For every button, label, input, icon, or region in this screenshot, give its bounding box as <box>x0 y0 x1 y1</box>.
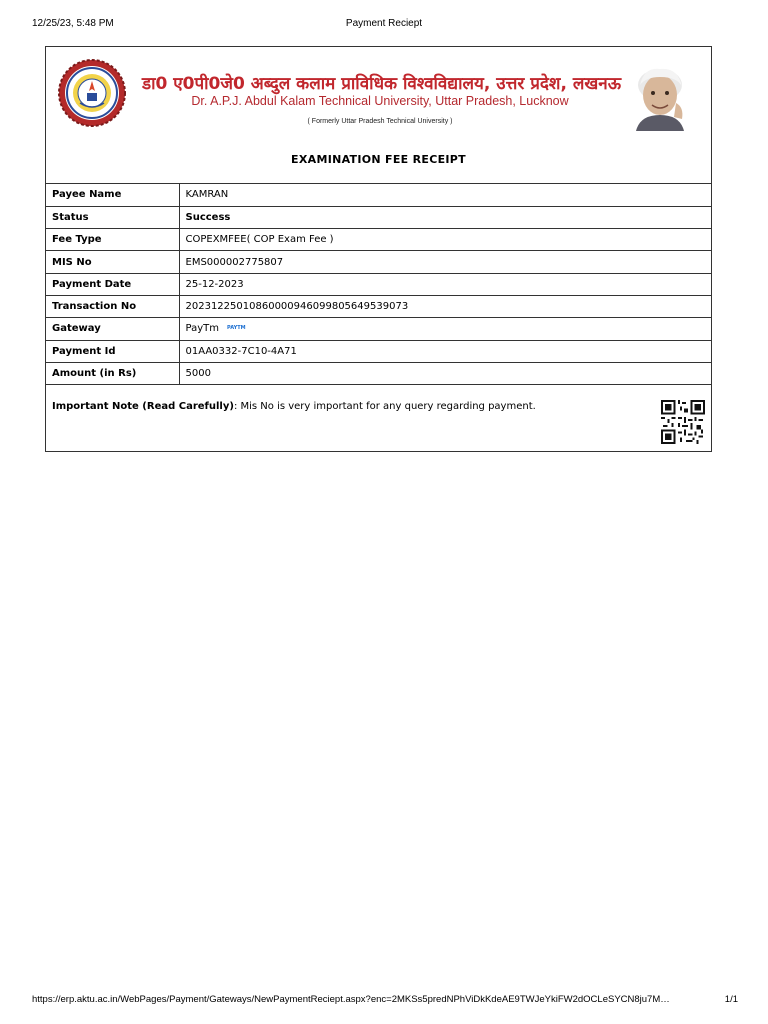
row-value: 20231225010860000946099805649539073 <box>179 295 711 317</box>
note-text: : Mis No is very important for any query regarding payment. <box>233 401 536 412</box>
table-row <box>46 229 711 251</box>
table-row <box>46 184 711 206</box>
row-label: Transaction No <box>46 295 179 317</box>
row-label: Payment Date <box>46 273 179 295</box>
row-value: 25-12-2023 <box>179 273 711 295</box>
receipt-title: EXAMINATION FEE RECEIPT <box>291 153 466 166</box>
table-row <box>46 273 711 295</box>
page-url: https://erp.aktu.ac.in/WebPages/Payment/Gateways/NewPaymentReciept.aspx?enc=2MKSs5predNPhViDkKdeAE9TWJeYkiFW2dOCLeSYCN8ju7M… <box>32 994 670 1005</box>
table-row <box>46 251 711 273</box>
status-value: Success <box>179 206 711 228</box>
receipt-details-table <box>46 184 711 385</box>
row-label: Payment Id <box>46 340 179 362</box>
row-value: EMS000002775807 <box>179 251 711 273</box>
print-title: Payment Reciept <box>345 18 423 29</box>
row-value: COPEXMFEE( COP Exam Fee ) <box>179 229 711 251</box>
university-name-hindi: डा0 ए0पी0जे0 अब्दुल कलाम प्राविधिक विश्वविद्यालय, उत्तर प्रदेश, लखनऊ <box>142 74 622 94</box>
row-label: Payee Name <box>46 184 179 206</box>
note-heading: Important Note (Read Carefully) <box>52 401 234 412</box>
table-row <box>46 206 711 228</box>
table-row <box>46 340 711 362</box>
print-footer <box>0 994 768 1008</box>
row-label: MIS No <box>46 251 179 273</box>
qr-code-icon <box>661 400 705 444</box>
gateway-cell <box>179 318 711 340</box>
row-value: 5000 <box>179 362 711 384</box>
row-label: Fee Type <box>46 229 179 251</box>
apj-abdul-kalam-portrait <box>624 59 696 131</box>
print-header <box>0 18 768 32</box>
table-row <box>46 295 711 317</box>
table-row <box>46 318 711 340</box>
university-name-english: Dr. A.P.J. Abdul Kalam Technical University, Uttar Pradesh, Lucknow <box>191 94 569 108</box>
table-row <box>46 362 711 384</box>
paytm-logo-icon: PAYTM <box>226 325 246 332</box>
row-label: Status <box>46 206 179 228</box>
row-value: PayTm <box>185 323 219 335</box>
fee-receipt <box>45 46 712 452</box>
important-note <box>52 401 536 412</box>
row-label: Amount (in Rs) <box>46 362 179 384</box>
row-value: KAMRAN <box>179 184 711 206</box>
university-seal-icon <box>58 59 126 127</box>
formerly-name: ( Formerly Uttar Pradesh Technical University ) <box>307 118 453 125</box>
receipt-header <box>46 47 711 184</box>
row-label: Gateway <box>46 318 179 340</box>
row-value: 01AA0332-7C10-4A71 <box>179 340 711 362</box>
print-datetime: 12/25/23, 5:48 PM <box>32 18 114 29</box>
page-number: 1/1 <box>724 994 738 1005</box>
